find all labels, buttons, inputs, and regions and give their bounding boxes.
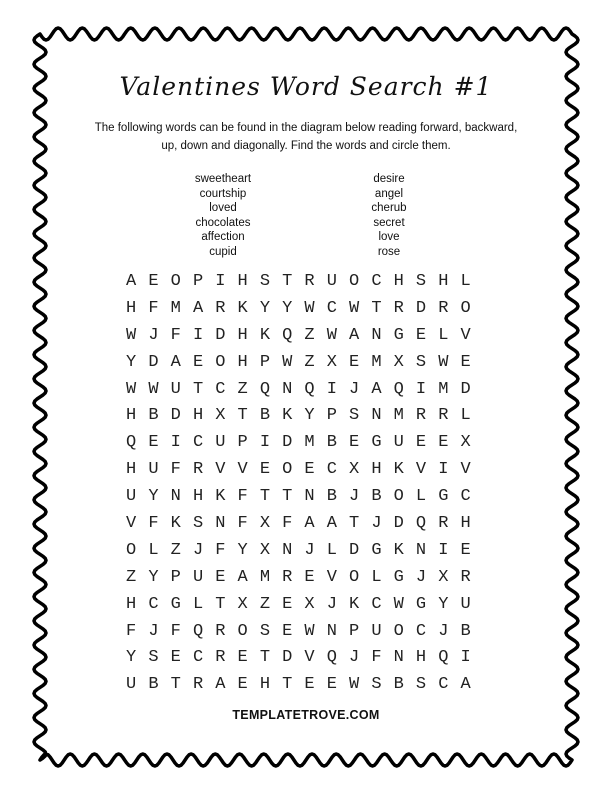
grid-cell[interactable]: C bbox=[192, 648, 204, 668]
grid-cell[interactable]: I bbox=[460, 648, 471, 668]
grid-cell[interactable]: H bbox=[237, 272, 248, 291]
grid-cell[interactable]: D bbox=[393, 514, 404, 534]
grid-cell[interactable]: W bbox=[282, 352, 293, 372]
grid-cell[interactable]: S bbox=[259, 621, 271, 641]
grid-cell[interactable]: T bbox=[192, 379, 204, 399]
grid-cell[interactable]: R bbox=[460, 567, 471, 587]
grid-cell[interactable]: J bbox=[349, 379, 360, 399]
grid-cell[interactable]: Z bbox=[170, 540, 181, 560]
grid-cell[interactable]: N bbox=[415, 540, 427, 560]
grid-cell[interactable]: K bbox=[349, 594, 360, 614]
grid-cell[interactable]: C bbox=[371, 594, 382, 614]
grid-cell[interactable]: U bbox=[126, 487, 137, 507]
grid-cell[interactable]: G bbox=[170, 594, 181, 614]
grid-cell[interactable]: E bbox=[215, 567, 226, 587]
grid-cell[interactable]: E bbox=[349, 352, 360, 372]
grid-cell[interactable]: J bbox=[349, 648, 360, 668]
word-list-item: desire bbox=[373, 173, 405, 185]
grid-cell[interactable]: A bbox=[371, 379, 382, 399]
word-list-item: loved bbox=[209, 202, 237, 215]
grid-cell[interactable]: O bbox=[460, 298, 471, 318]
grid-cell[interactable]: J bbox=[148, 621, 159, 641]
grid-cell[interactable]: V bbox=[126, 514, 137, 534]
grid-cell[interactable]: Y bbox=[304, 406, 315, 426]
grid-cell[interactable]: I bbox=[438, 540, 449, 560]
grid-cell[interactable]: I bbox=[259, 433, 271, 453]
grid-cell[interactable]: B bbox=[326, 487, 337, 507]
grid-cell[interactable]: L bbox=[460, 272, 471, 291]
grid-cell[interactable]: Q bbox=[282, 325, 293, 345]
grid-cell[interactable]: S bbox=[259, 272, 271, 291]
grid-cell[interactable]: T bbox=[282, 272, 293, 291]
grid-cell[interactable]: D bbox=[415, 298, 427, 318]
grid-cell[interactable]: R bbox=[192, 460, 204, 480]
grid-cell[interactable]: W bbox=[148, 379, 159, 399]
grid-cell[interactable]: A bbox=[304, 514, 315, 534]
grid-cell[interactable]: F bbox=[282, 514, 293, 534]
grid-cell[interactable]: R bbox=[215, 621, 226, 641]
grid-cell[interactable]: F bbox=[237, 487, 248, 507]
grid-cell[interactable]: T bbox=[215, 594, 226, 614]
grid-cell[interactable]: T bbox=[349, 514, 360, 534]
grid-cell[interactable]: A bbox=[126, 272, 137, 291]
grid-cell[interactable]: E bbox=[282, 594, 293, 614]
grid-cell[interactable]: X bbox=[237, 594, 248, 614]
grid-cell[interactable]: V bbox=[304, 648, 315, 668]
grid-cell[interactable]: Z bbox=[304, 325, 315, 345]
grid-cell[interactable]: F bbox=[237, 514, 248, 534]
grid-cell[interactable]: Y bbox=[148, 487, 159, 507]
grid-cell[interactable]: I bbox=[326, 379, 337, 399]
grid-cell[interactable]: W bbox=[304, 621, 315, 641]
grid-cell[interactable]: G bbox=[371, 433, 382, 453]
grid-cell[interactable]: V bbox=[415, 460, 427, 480]
grid-cell[interactable]: R bbox=[304, 272, 315, 291]
grid-cell[interactable]: N bbox=[371, 406, 382, 426]
grid-cell[interactable]: U bbox=[371, 621, 382, 641]
grid-cell[interactable]: Y bbox=[438, 594, 449, 614]
grid-cell[interactable]: Y bbox=[259, 298, 271, 318]
grid-cell[interactable]: S bbox=[415, 352, 427, 372]
grid-cell[interactable]: D bbox=[215, 325, 226, 345]
grid-cell[interactable]: U bbox=[460, 594, 471, 614]
grid-cell[interactable]: J bbox=[192, 540, 204, 560]
grid-cell[interactable]: I bbox=[438, 460, 449, 480]
grid-cell[interactable]: O bbox=[215, 352, 226, 372]
grid-cell[interactable]: V bbox=[237, 460, 248, 480]
grid-cell[interactable]: F bbox=[215, 540, 226, 560]
grid-cell[interactable]: E bbox=[438, 433, 449, 453]
grid-cell[interactable]: A bbox=[237, 567, 248, 587]
grid-cell[interactable]: U bbox=[192, 567, 204, 587]
grid-cell[interactable]: D bbox=[282, 433, 293, 453]
grid-cell[interactable]: M bbox=[304, 433, 315, 453]
grid-cell[interactable]: K bbox=[215, 487, 226, 507]
grid-cell[interactable]: Y bbox=[126, 352, 137, 372]
grid-cell[interactable]: E bbox=[237, 648, 248, 668]
grid-cell[interactable]: N bbox=[215, 514, 226, 534]
grid-cell[interactable]: P bbox=[259, 352, 271, 372]
grid-cell[interactable]: T bbox=[259, 648, 271, 668]
grid-cell[interactable]: R bbox=[282, 567, 293, 587]
grid-cell[interactable]: O bbox=[393, 621, 404, 641]
grid-cell[interactable]: K bbox=[393, 460, 404, 480]
grid-cell[interactable]: H bbox=[415, 648, 427, 668]
grid-cell[interactable]: I bbox=[415, 379, 427, 399]
grid-cell[interactable]: M bbox=[438, 379, 449, 399]
grid-cell[interactable]: S bbox=[192, 514, 204, 534]
grid-cell[interactable]: P bbox=[192, 272, 204, 291]
grid-cell[interactable]: V bbox=[326, 567, 337, 587]
grid-cell[interactable]: B bbox=[259, 406, 271, 426]
grid-cell[interactable]: F bbox=[170, 460, 181, 480]
grid-cell[interactable]: H bbox=[237, 352, 248, 372]
grid-cell[interactable]: I bbox=[215, 272, 226, 291]
grid-cell[interactable]: Y bbox=[282, 298, 293, 318]
grid-cell[interactable]: X bbox=[326, 352, 337, 372]
grid-cell[interactable]: A bbox=[349, 325, 360, 345]
grid-cell[interactable]: P bbox=[237, 433, 248, 453]
grid-cell[interactable]: D bbox=[148, 352, 159, 372]
grid-cell[interactable]: W bbox=[126, 325, 137, 345]
grid-cell[interactable]: E bbox=[282, 621, 293, 641]
grid-cell[interactable]: A bbox=[460, 675, 471, 695]
grid-cell[interactable]: W bbox=[438, 352, 449, 372]
grid-cell[interactable]: X bbox=[259, 514, 271, 534]
grid-cell[interactable]: B bbox=[371, 487, 382, 507]
grid-cell[interactable]: R bbox=[215, 648, 226, 668]
grid-cell[interactable]: M bbox=[371, 352, 382, 372]
grid-cell[interactable]: S bbox=[415, 675, 427, 695]
grid-cell[interactable]: R bbox=[415, 406, 427, 426]
grid-cell[interactable]: I bbox=[170, 433, 181, 453]
grid-cell[interactable]: V bbox=[460, 325, 471, 345]
grid-cell[interactable]: C bbox=[326, 460, 337, 480]
grid-cell[interactable]: G bbox=[438, 487, 449, 507]
grid-cell[interactable]: L bbox=[438, 325, 449, 345]
grid-cell[interactable]: J bbox=[349, 487, 360, 507]
grid-cell[interactable]: F bbox=[148, 298, 159, 318]
grid-cell[interactable]: L bbox=[415, 487, 427, 507]
grid-cell[interactable]: N bbox=[393, 648, 404, 668]
word-list-item: cherub bbox=[371, 202, 407, 215]
grid-cell[interactable]: R bbox=[215, 298, 226, 318]
grid-cell[interactable]: B bbox=[148, 675, 159, 695]
letter-grid bbox=[120, 269, 477, 699]
grid-cell[interactable]: D bbox=[460, 379, 471, 399]
grid-cell[interactable]: C bbox=[326, 298, 337, 318]
grid-cell[interactable]: N bbox=[170, 487, 181, 507]
grid-cell[interactable]: G bbox=[393, 325, 404, 345]
word-list-item: sweetheart bbox=[194, 173, 252, 185]
grid-cell[interactable]: L bbox=[460, 406, 471, 426]
grid-cell[interactable]: R bbox=[438, 406, 449, 426]
grid-cell[interactable]: Y bbox=[148, 567, 159, 587]
grid-cell[interactable]: N bbox=[282, 379, 293, 399]
grid-cell[interactable]: X bbox=[393, 352, 404, 372]
grid-cell[interactable]: K bbox=[237, 298, 248, 318]
word-list-item: secret bbox=[373, 216, 405, 229]
grid-cell[interactable]: H bbox=[460, 514, 471, 534]
grid-cell[interactable]: O bbox=[349, 567, 360, 587]
grid-cell[interactable]: T bbox=[371, 298, 382, 318]
grid-cell[interactable]: B bbox=[460, 621, 471, 641]
grid-cell[interactable]: T bbox=[237, 406, 248, 426]
grid-cell[interactable]: N bbox=[282, 540, 293, 560]
word-list-right bbox=[329, 172, 449, 260]
grid-cell[interactable]: H bbox=[192, 406, 204, 426]
grid-cell[interactable]: N bbox=[326, 621, 337, 641]
grid-cell[interactable]: E bbox=[259, 460, 271, 480]
grid-cell[interactable]: D bbox=[349, 540, 360, 560]
grid-cell[interactable]: U bbox=[126, 675, 137, 695]
grid-cell[interactable]: G bbox=[371, 540, 382, 560]
grid-cell[interactable]: U bbox=[148, 460, 159, 480]
grid-cell[interactable]: H bbox=[126, 406, 137, 426]
grid-cell[interactable]: G bbox=[393, 567, 404, 587]
word-list-item: courtship bbox=[199, 187, 247, 200]
word-list-item: angel bbox=[374, 187, 404, 200]
grid-cell[interactable]: J bbox=[438, 621, 449, 641]
grid-cell[interactable]: M bbox=[393, 406, 404, 426]
grid-cell[interactable]: K bbox=[393, 540, 404, 560]
grid-cell[interactable]: U bbox=[170, 379, 181, 399]
grid-cell[interactable]: X bbox=[304, 594, 315, 614]
grid-cell[interactable]: B bbox=[326, 433, 337, 453]
grid-cell[interactable]: Y bbox=[237, 540, 248, 560]
grid-cell[interactable]: C bbox=[215, 379, 226, 399]
grid-cell[interactable]: R bbox=[438, 298, 449, 318]
grid-cell[interactable]: J bbox=[148, 325, 159, 345]
grid-cell[interactable]: R bbox=[438, 514, 449, 534]
grid-cell[interactable]: Q bbox=[192, 621, 204, 641]
grid-cell[interactable]: P bbox=[349, 621, 360, 641]
grid-cell[interactable]: O bbox=[349, 272, 360, 291]
grid-cell[interactable]: A bbox=[192, 298, 204, 318]
grid-cell[interactable]: A bbox=[326, 514, 337, 534]
word-list-left bbox=[163, 172, 283, 260]
grid-cell[interactable]: L bbox=[371, 567, 382, 587]
page-title: Valentines Word Search #1 bbox=[119, 72, 493, 101]
grid-cell[interactable]: J bbox=[371, 514, 382, 534]
grid-cell[interactable]: Q bbox=[415, 514, 427, 534]
grid-cell[interactable]: E bbox=[237, 675, 248, 695]
grid-cell[interactable]: L bbox=[192, 594, 204, 614]
word-list-item: cupid bbox=[209, 245, 237, 258]
grid-cell[interactable]: J bbox=[304, 540, 315, 560]
grid-cell[interactable]: I bbox=[192, 325, 204, 345]
grid-cell[interactable]: H bbox=[393, 272, 404, 291]
grid-cell[interactable]: Z bbox=[237, 379, 248, 399]
grid-cell[interactable]: H bbox=[126, 594, 137, 614]
grid-cell[interactable]: E bbox=[304, 675, 315, 695]
grid-cell[interactable]: X bbox=[349, 460, 360, 480]
grid-cell[interactable]: E bbox=[148, 433, 159, 453]
grid-cell[interactable]: M bbox=[170, 298, 181, 318]
grid-cell[interactable]: Q bbox=[304, 379, 315, 399]
grid-cell[interactable]: X bbox=[438, 567, 449, 587]
grid-cell[interactable]: F bbox=[126, 621, 137, 641]
grid-cell[interactable]: C bbox=[438, 675, 449, 695]
grid-cell[interactable]: K bbox=[282, 406, 293, 426]
grid-cell[interactable]: V bbox=[460, 460, 471, 480]
grid-cell[interactable]: J bbox=[326, 594, 337, 614]
grid-cell[interactable]: E bbox=[326, 675, 337, 695]
word-list-item: love bbox=[378, 231, 400, 244]
grid-cell[interactable]: P bbox=[170, 567, 181, 587]
grid-cell[interactable]: S bbox=[415, 272, 427, 291]
grid-cell[interactable]: W bbox=[326, 325, 337, 345]
grid-cell[interactable]: E bbox=[148, 272, 159, 291]
grid-cell[interactable]: Y bbox=[126, 648, 137, 668]
grid-cell[interactable]: O bbox=[237, 621, 248, 641]
grid-cell[interactable]: W bbox=[126, 379, 137, 399]
grid-cell[interactable]: O bbox=[126, 540, 137, 560]
grid-cell[interactable]: K bbox=[259, 325, 271, 345]
grid-cell[interactable]: W bbox=[349, 298, 360, 318]
grid-cell[interactable]: E bbox=[304, 460, 315, 480]
grid-cell[interactable]: H bbox=[438, 272, 449, 291]
grid-cell[interactable]: A bbox=[215, 675, 226, 695]
grid-cell[interactable]: V bbox=[215, 460, 226, 480]
grid-cell[interactable]: C bbox=[148, 594, 159, 614]
grid-cell[interactable]: E bbox=[192, 352, 204, 372]
grid-cell[interactable]: Z bbox=[126, 567, 137, 587]
grid-cell[interactable]: X bbox=[460, 433, 471, 453]
grid-cell[interactable]: O bbox=[282, 460, 293, 480]
grid-cell[interactable]: E bbox=[349, 433, 360, 453]
grid-cell[interactable]: K bbox=[170, 514, 181, 534]
grid-cell[interactable]: B bbox=[148, 406, 159, 426]
instructions-text: The following words can be found in the diagram below reading forward, backward, up, down and diagonally. Find the words and circle them. bbox=[94, 122, 518, 152]
grid-cell[interactable]: C bbox=[192, 433, 204, 453]
grid-cell[interactable]: E bbox=[460, 352, 471, 372]
footer-website: TEMPLATETROVE.COM bbox=[232, 708, 380, 722]
grid-cell[interactable]: F bbox=[170, 325, 181, 345]
grid-cell[interactable]: R bbox=[192, 675, 204, 695]
grid-cell[interactable]: C bbox=[415, 621, 427, 641]
grid-cell[interactable]: B bbox=[393, 675, 404, 695]
grid-cell[interactable]: H bbox=[371, 460, 382, 480]
grid-cell[interactable]: F bbox=[371, 648, 382, 668]
grid-cell[interactable]: A bbox=[170, 352, 181, 372]
grid-cell[interactable]: Q bbox=[326, 648, 337, 668]
grid-cell[interactable]: R bbox=[393, 298, 404, 318]
grid-cell[interactable]: L bbox=[148, 540, 159, 560]
grid-cell[interactable]: Q bbox=[393, 379, 404, 399]
grid-cell[interactable]: H bbox=[259, 675, 271, 695]
grid-cell[interactable]: Q bbox=[126, 433, 137, 453]
grid-cell[interactable]: T bbox=[170, 675, 181, 695]
grid-cell[interactable]: W bbox=[349, 675, 360, 695]
grid-cell[interactable]: Q bbox=[438, 648, 449, 668]
grid-cell[interactable]: G bbox=[415, 594, 427, 614]
grid-cell[interactable]: T bbox=[259, 487, 271, 507]
grid-cell[interactable]: D bbox=[282, 648, 293, 668]
grid-cell[interactable]: Q bbox=[259, 379, 271, 399]
grid-cell[interactable]: N bbox=[304, 487, 315, 507]
grid-cell[interactable]: X bbox=[215, 406, 226, 426]
grid-cell[interactable]: L bbox=[326, 540, 337, 560]
grid-cell[interactable]: E bbox=[415, 325, 427, 345]
grid-cell[interactable]: X bbox=[259, 540, 271, 560]
grid-cell[interactable]: J bbox=[415, 567, 427, 587]
grid-cell[interactable]: O bbox=[393, 487, 404, 507]
grid-cell[interactable]: E bbox=[170, 648, 181, 668]
grid-cell[interactable]: W bbox=[393, 594, 404, 614]
grid-cell[interactable]: E bbox=[460, 540, 471, 560]
grid-cell[interactable]: C bbox=[460, 487, 471, 507]
grid-cell[interactable]: S bbox=[371, 675, 382, 695]
grid-cell[interactable]: Z bbox=[304, 352, 315, 372]
grid-cell[interactable]: F bbox=[148, 514, 159, 534]
grid-cell[interactable]: T bbox=[282, 487, 293, 507]
grid-cell[interactable]: S bbox=[349, 406, 360, 426]
grid-cell[interactable]: W bbox=[304, 298, 315, 318]
grid-cell[interactable]: U bbox=[326, 272, 337, 291]
grid-cell[interactable]: T bbox=[282, 675, 293, 695]
grid-cell[interactable]: D bbox=[170, 406, 181, 426]
grid-cell[interactable]: H bbox=[126, 298, 137, 318]
grid-cell[interactable]: E bbox=[304, 567, 315, 587]
grid-cell[interactable]: C bbox=[371, 272, 382, 291]
grid-cell[interactable]: Z bbox=[259, 594, 271, 614]
grid-cell[interactable]: S bbox=[148, 648, 159, 668]
word-list-item: chocolates bbox=[195, 216, 251, 229]
grid-cell[interactable]: M bbox=[259, 567, 271, 587]
grid-cell[interactable]: F bbox=[170, 621, 181, 641]
grid-cell[interactable]: H bbox=[126, 460, 137, 480]
grid-cell[interactable]: N bbox=[371, 325, 382, 345]
word-list-item: rose bbox=[377, 245, 401, 258]
grid-cell[interactable]: H bbox=[237, 325, 248, 345]
grid-cell[interactable]: U bbox=[393, 433, 404, 453]
grid-cell[interactable]: H bbox=[192, 487, 204, 507]
grid-cell[interactable]: U bbox=[215, 433, 226, 453]
grid-cell[interactable]: P bbox=[326, 406, 337, 426]
word-list-item: affection bbox=[201, 231, 245, 244]
grid-cell[interactable]: E bbox=[415, 433, 427, 453]
grid-cell[interactable]: O bbox=[170, 272, 181, 291]
